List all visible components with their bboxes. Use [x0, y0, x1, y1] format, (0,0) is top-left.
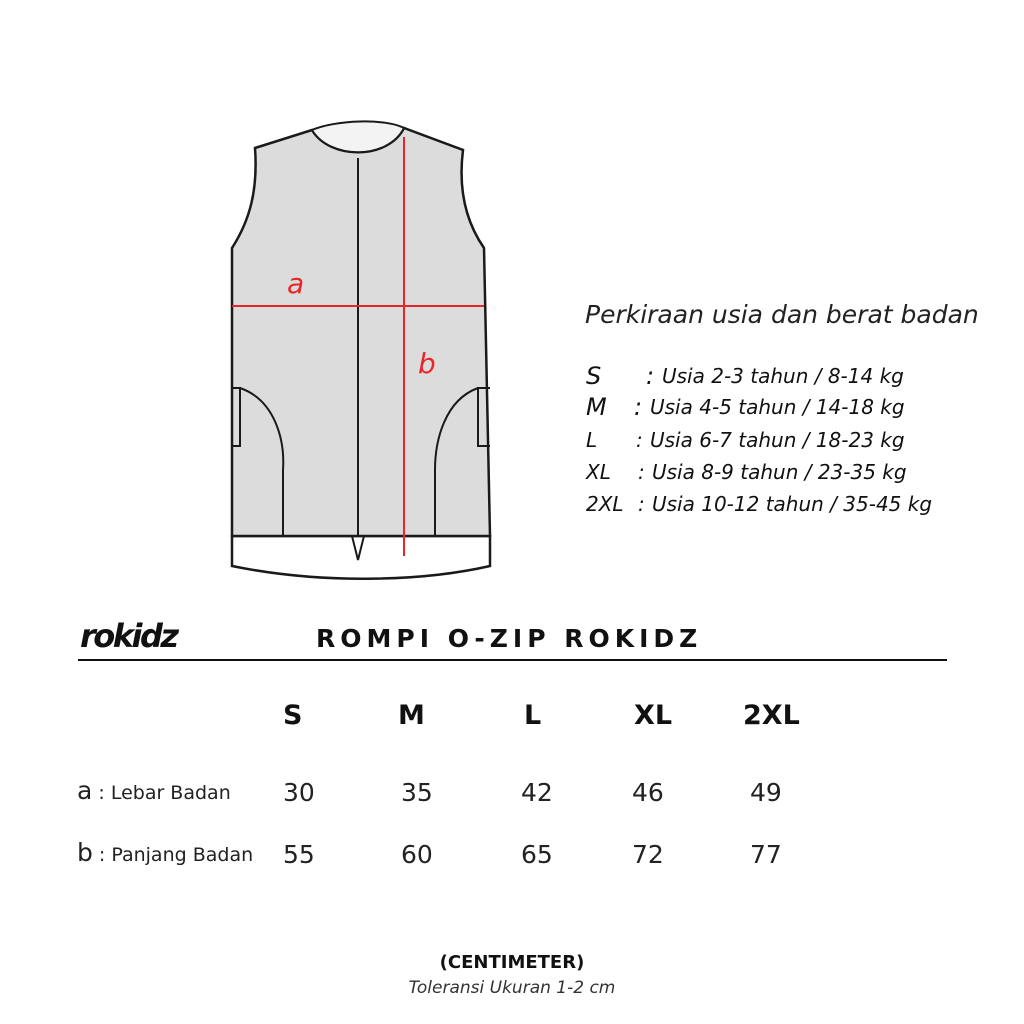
age-row-m [586, 393, 905, 421]
table-cell: 77 [750, 840, 782, 869]
row-label-text: : Panjang Badan [98, 844, 254, 866]
measure-label-b: b [418, 347, 436, 380]
table-cell: 46 [632, 778, 664, 807]
size-header-2xl: 2XL [743, 700, 800, 731]
vest-hem [232, 536, 490, 579]
brand-logo: rokidz [80, 617, 177, 655]
unit-label: (CENTIMETER) [439, 952, 585, 973]
table-cell: 65 [521, 840, 553, 869]
table-cell: 42 [521, 778, 553, 807]
age-desc: Usia 8-9 tahun / 23-35 kg [652, 460, 907, 484]
age-size: M [586, 393, 607, 421]
age-sep: : [646, 362, 655, 390]
age-size: L [586, 428, 598, 452]
size-header-xl: XL [634, 700, 673, 731]
title-divider [78, 659, 947, 661]
age-desc: Usia 2-3 tahun / 8-14 kg [662, 364, 904, 388]
row-key: b [77, 838, 93, 867]
table-cell: 35 [401, 778, 433, 807]
table-cell: 72 [632, 840, 664, 869]
age-size: 2XL [586, 492, 624, 516]
row-label-lebar [77, 776, 231, 805]
age-size: S [586, 362, 602, 390]
age-sep: : [638, 492, 645, 516]
age-desc: Usia 4-5 tahun / 14-18 kg [650, 395, 905, 419]
age-row-2xl [586, 492, 933, 516]
age-guide-title: Perkiraan usia dan berat badan [585, 300, 979, 329]
age-desc: Usia 10-12 tahun / 35-45 kg [652, 492, 933, 516]
size-header-m: M [398, 700, 425, 731]
size-header-l: L [524, 700, 542, 731]
age-sep: : [638, 460, 645, 484]
row-key: a [77, 776, 93, 805]
row-label-text: : Lebar Badan [98, 782, 231, 804]
row-label-panjang [77, 838, 253, 867]
measure-label-a: a [287, 267, 305, 300]
age-sep: : [636, 428, 643, 452]
product-title: ROMPI O-ZIP ROKIDZ [316, 624, 703, 653]
tolerance-note: Toleransi Ukuran 1-2 cm [408, 978, 616, 998]
vest-body [232, 128, 490, 536]
size-header-s: S [283, 700, 303, 731]
age-row-xl [586, 460, 907, 484]
table-cell: 55 [283, 840, 315, 869]
age-row-s [586, 362, 904, 390]
age-sep: : [634, 393, 643, 421]
table-cell: 49 [750, 778, 782, 807]
table-cell: 30 [283, 778, 315, 807]
age-desc: Usia 6-7 tahun / 18-23 kg [650, 428, 905, 452]
table-cell: 60 [401, 840, 433, 869]
age-size: XL [586, 460, 611, 484]
age-row-l [586, 428, 905, 452]
